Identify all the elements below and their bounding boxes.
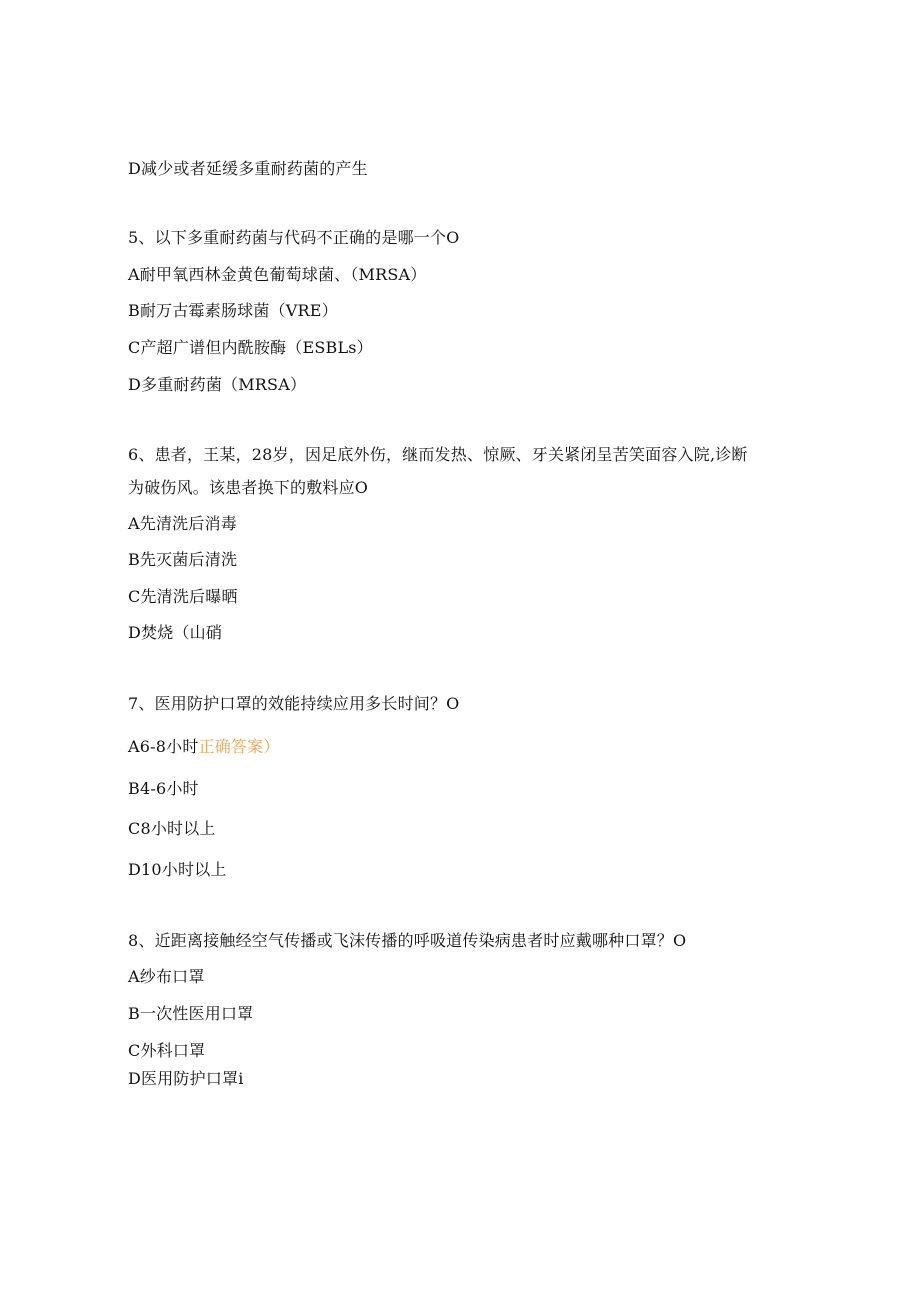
q8-option-b: B一次性医用口罩 bbox=[128, 1004, 254, 1023]
q7-correct-answer-mark: 正确答案） bbox=[198, 737, 280, 756]
q5-option-d: D多重耐药菌（MRSA） bbox=[128, 375, 307, 394]
q5-option-a: A耐甲氧西林金黄色葡萄球菌、（MRSA） bbox=[128, 265, 427, 284]
q7-option-d: D10小时以上 bbox=[128, 860, 227, 879]
q7-question: 7、医用防护口罩的效能持续应用多长时间？O bbox=[128, 694, 460, 713]
q6-option-b: B先灭菌后清洗 bbox=[128, 550, 238, 569]
q6-option-d: D焚烧（山硝 bbox=[128, 623, 223, 642]
q6-question-line1: 6、患者，王某，28岁，因足底外伤，继而发热、惊厥、牙关紧闭呈苦笑面容入院,诊断 bbox=[128, 445, 748, 464]
q8-option-d: D医用防护口罩i bbox=[128, 1069, 244, 1088]
q8-question: 8、近距离接触经空气传播或飞沫传播的呼吸道传染病患者时应戴哪种口罩？O bbox=[128, 931, 687, 950]
q5-question: 5、以下多重耐药菌与代码不正确的是哪一个O bbox=[128, 228, 460, 247]
q4-option-d: D减少或者延缓多重耐药菌的产生 bbox=[128, 159, 368, 178]
q8-option-c: C外科口罩 bbox=[128, 1041, 206, 1060]
q7-option-b: B4-6小时 bbox=[128, 779, 199, 798]
q8-option-a: A纱布口罩 bbox=[128, 967, 205, 986]
q7-option-a bbox=[128, 736, 280, 758]
q7-option-a-text: A6-8小时 bbox=[128, 737, 199, 756]
q6-option-a: A先清洗后消毒 bbox=[128, 514, 237, 533]
q5-option-b: B耐万古霉素肠球菌（VRE） bbox=[128, 301, 338, 320]
q6-option-c: C先清洗后曝晒 bbox=[128, 587, 238, 606]
q6-question-line2: 为破伤风。该患者换下的敷料应O bbox=[128, 478, 369, 497]
q7-option-c: C8小时以上 bbox=[128, 819, 216, 838]
q5-option-c: C产超广谱但内酰胺酶（ESBLs） bbox=[128, 338, 373, 357]
